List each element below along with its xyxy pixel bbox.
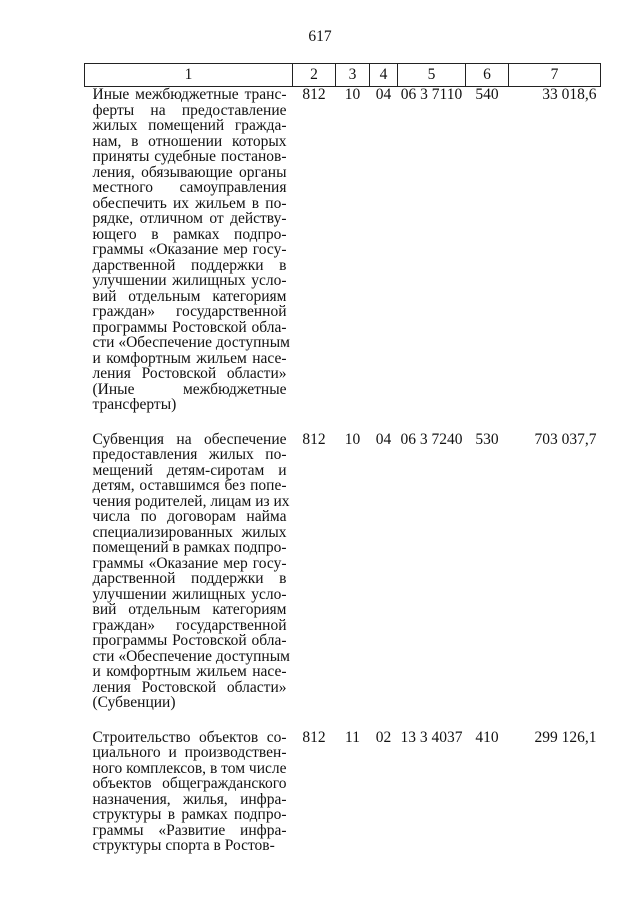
description-line: назначения, жилья, инфра- (92, 790, 287, 808)
row-subsection-code: 04 (375, 86, 392, 103)
row-description (85, 432, 293, 711)
description-line: программы Ростовской обла- (92, 632, 287, 649)
description-line: ления, обязывающие органы (92, 163, 287, 181)
description-line: Иные межбюджетные транс- (92, 86, 287, 103)
table-row (85, 432, 601, 711)
description-line: и комфортным жильем насе- (92, 663, 287, 680)
row-expense-type: 530 (475, 430, 499, 448)
header-row (85, 64, 601, 87)
description-line: граждан» государственной (92, 616, 287, 634)
description-line: Строительство объектов со- (92, 728, 287, 746)
row-target-article: 13 3 4037 (400, 728, 463, 746)
description-line: вий отдельным категориям (92, 601, 287, 618)
header-col-7: 7 (509, 64, 601, 87)
budget-table (84, 63, 601, 854)
row-amount: 703 037,7 (534, 430, 597, 448)
row-expense-type: 410 (475, 728, 499, 746)
row-subsection-code: 02 (375, 728, 392, 746)
description-line: дарственной поддержки в (92, 256, 287, 274)
row-subsection-code: 04 (375, 430, 392, 448)
row-section-code: 10 (344, 430, 361, 448)
row-target-article: 06 3 7240 (400, 430, 463, 448)
row-spacer (85, 711, 601, 730)
header-col-5: 5 (398, 64, 466, 87)
row-section-code: 11 (345, 728, 360, 746)
row-spacer-cell (85, 413, 601, 432)
header-col-6: 6 (466, 64, 509, 87)
description-line: нам, в отношении которых (92, 132, 287, 150)
description-line: ного комплексов, в том числе (92, 759, 287, 777)
description-line: граммы «Оказание мер госу- (92, 554, 287, 572)
description-line: сти «Обеспечение доступным (92, 647, 290, 665)
row-spacer-cell (85, 711, 601, 730)
description-line: дарственной поддержки в (92, 570, 287, 587)
description-line: трансферты) (92, 396, 177, 413)
row-description (85, 730, 293, 854)
description-line: приняты судебные постанов- (92, 148, 287, 165)
description-line: ления Ростовской области» (92, 678, 287, 696)
row-section-code: 10 (344, 86, 361, 103)
description-line: чения родителей, лицам из их (92, 492, 290, 510)
description-line: Субвенция на обеспечение (92, 430, 287, 448)
description-line: структуры спорта в Ростов- (92, 837, 275, 854)
description-line: детям, оставшимся без попе- (92, 477, 287, 494)
table-body (85, 87, 601, 854)
description-line: ющего в рамках подпро- (92, 225, 287, 243)
description-line: мещений детям-сиротам и (92, 461, 287, 479)
row-spacer (85, 413, 601, 432)
description-line: рядке, отличном от действу- (92, 210, 287, 227)
description-line: улучшении жилищных усло- (92, 585, 287, 603)
description-line: объектов общегражданского (92, 775, 287, 792)
row-target-article: 06 3 7110 (400, 86, 463, 103)
description-line: местного самоуправления (92, 179, 287, 196)
description-line: (Субвенции) (92, 694, 176, 711)
header-col-4: 4 (370, 64, 398, 87)
description-line: специализированных жилых (92, 523, 287, 541)
description-line: граждан» государственной (92, 303, 287, 320)
description-line: ферты на предоставление (92, 101, 287, 119)
description-line: жилых помещений гражда- (92, 117, 287, 134)
row-amount: 299 126,1 (534, 728, 597, 746)
description-line: обеспечить их жильем в по- (92, 194, 287, 212)
row-ministry-code: 812 (302, 86, 326, 103)
row-expense-type: 540 (475, 86, 499, 103)
table-row (85, 730, 601, 854)
description-line: граммы «Оказание мер госу- (92, 241, 287, 258)
description-line: помещений в рамках подпро- (92, 539, 287, 556)
description-line: граммы «Развитие инфра- (92, 821, 287, 839)
header-col-1: 1 (85, 64, 293, 87)
row-description (85, 87, 293, 413)
description-line: сти «Обеспечение доступным (92, 334, 290, 351)
header-col-2: 2 (293, 64, 336, 87)
description-line: и комфортным жильем насе- (92, 349, 287, 367)
page-number: 617 (308, 28, 332, 45)
description-line: вий отдельным категориям (92, 287, 287, 305)
description-line: программы Ростовской обла- (92, 318, 287, 336)
description-line: улучшении жилищных усло- (92, 272, 287, 289)
row-amount: 33 018,6 (542, 86, 597, 103)
row-ministry-code: 812 (302, 728, 326, 746)
table-row (85, 87, 601, 413)
description-line: предоставления жилых по- (92, 446, 287, 463)
row-ministry-code: 812 (302, 430, 326, 448)
description-line: (Иные межбюджетные (92, 380, 287, 398)
header-col-3: 3 (336, 64, 370, 87)
description-line: структуры в рамках подпро- (92, 806, 287, 823)
description-line: ления Ростовской области» (92, 365, 287, 382)
description-line: числа по договорам найма (92, 508, 287, 525)
description-line: циального и производствен- (92, 744, 287, 761)
